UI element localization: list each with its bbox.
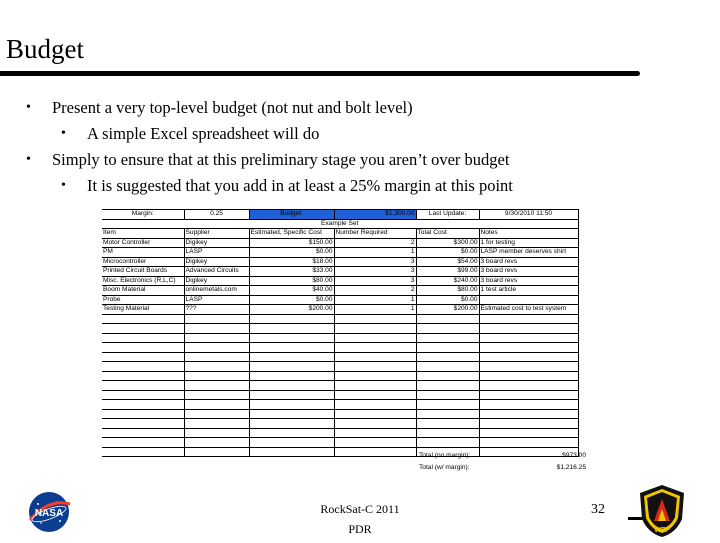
empty-cell xyxy=(184,390,249,400)
table-cell: $150.00 xyxy=(249,238,334,248)
bullet-dot-icon: • xyxy=(26,152,31,167)
empty-cell xyxy=(184,419,249,429)
empty-cell xyxy=(334,343,416,353)
empty-cell xyxy=(102,333,184,343)
empty-row xyxy=(102,371,578,381)
empty-cell xyxy=(249,438,334,448)
table-row xyxy=(102,276,578,286)
budget-value: $1,300.00 xyxy=(334,210,416,220)
empty-cell xyxy=(479,371,578,381)
bullet-dot-icon: • xyxy=(26,100,31,115)
empty-cell xyxy=(416,409,479,419)
table-row xyxy=(102,295,578,305)
sub-bullet-item xyxy=(61,124,320,144)
empty-cell xyxy=(416,400,479,410)
table-cell: 3 board revs xyxy=(479,267,578,277)
table-cell: 2 xyxy=(334,286,416,296)
empty-cell xyxy=(184,362,249,372)
title-underline xyxy=(0,71,640,76)
table-cell: $99.00 xyxy=(416,267,479,277)
empty-cell xyxy=(479,343,578,353)
empty-cell xyxy=(102,409,184,419)
empty-cell xyxy=(479,352,578,362)
footer-event: RockSat-C 2011 xyxy=(320,502,400,516)
empty-cell xyxy=(334,333,416,343)
column-header: Number Required xyxy=(334,229,416,239)
table-cell: Testing Material xyxy=(102,305,184,315)
empty-cell xyxy=(102,400,184,410)
empty-row xyxy=(102,438,578,448)
empty-cell xyxy=(184,447,249,457)
empty-cell xyxy=(479,314,578,324)
column-header: Total Cost xyxy=(416,229,479,239)
empty-cell xyxy=(184,428,249,438)
empty-cell xyxy=(249,333,334,343)
total-row xyxy=(418,463,587,473)
table-cell: 3 board revs xyxy=(479,257,578,267)
empty-cell xyxy=(334,362,416,372)
empty-cell xyxy=(334,400,416,410)
empty-cell xyxy=(416,362,479,372)
table-cell: 1 test article xyxy=(479,286,578,296)
total-with-margin-value: $1,216.25 xyxy=(556,464,586,471)
footer-review: PDR xyxy=(348,522,372,536)
empty-cell xyxy=(184,352,249,362)
empty-cell xyxy=(102,447,184,457)
empty-row xyxy=(102,419,578,429)
table-cell: $240.00 xyxy=(416,276,479,286)
empty-cell xyxy=(334,390,416,400)
table-cell: Probe xyxy=(102,295,184,305)
table-row xyxy=(102,257,578,267)
budget-spreadsheet xyxy=(102,209,579,457)
table-cell: $40.00 xyxy=(249,286,334,296)
column-header: Supplier xyxy=(184,229,249,239)
empty-cell xyxy=(102,352,184,362)
margin-value: 0.25 xyxy=(184,210,249,220)
empty-cell xyxy=(416,314,479,324)
empty-row xyxy=(102,362,578,372)
totals-table xyxy=(416,449,589,475)
table-cell: 1 xyxy=(334,248,416,258)
empty-cell xyxy=(416,381,479,391)
empty-cell xyxy=(334,447,416,457)
example-set-label: Example Set xyxy=(102,219,578,229)
table-cell: Boom Material xyxy=(102,286,184,296)
total-no-margin-label: Total (no margin): xyxy=(419,452,471,459)
table-cell: 3 xyxy=(334,267,416,277)
table-cell xyxy=(479,295,578,305)
empty-cell xyxy=(416,438,479,448)
sub-bullet-text: A simple Excel spreadsheet will do xyxy=(87,124,320,143)
bullet-dot-icon: • xyxy=(61,178,66,193)
empty-cell xyxy=(416,333,479,343)
empty-cell xyxy=(184,371,249,381)
table-cell: Estimated cost to test system xyxy=(479,305,578,315)
sub-bullet-text: It is suggested that you add in at least a 25% margin at this point xyxy=(87,176,513,195)
empty-cell xyxy=(334,409,416,419)
empty-cell xyxy=(249,314,334,324)
empty-cell xyxy=(416,324,479,334)
table-cell: $0.00 xyxy=(416,295,479,305)
column-header: Notes xyxy=(479,229,578,239)
empty-cell xyxy=(102,381,184,391)
table-cell: Digikey xyxy=(184,257,249,267)
empty-cell xyxy=(334,438,416,448)
total-no-margin-value: $973.00 xyxy=(562,452,586,459)
table-cell: $80.00 xyxy=(416,286,479,296)
bullet-dot-icon: • xyxy=(61,126,66,141)
empty-cell xyxy=(249,447,334,457)
empty-cell xyxy=(184,409,249,419)
table-cell: 3 xyxy=(334,276,416,286)
sheet-body xyxy=(102,238,578,457)
column-header: Estimated, Specific Cost xyxy=(249,229,334,239)
table-cell: $0.00 xyxy=(249,295,334,305)
empty-cell xyxy=(249,400,334,410)
total-with-margin-label: Total (w/ margin): xyxy=(419,464,470,471)
table-cell: $0.00 xyxy=(416,248,479,258)
empty-cell xyxy=(249,343,334,353)
empty-cell xyxy=(102,419,184,429)
table-cell: LASP xyxy=(184,248,249,258)
empty-cell xyxy=(479,381,578,391)
example-set-row xyxy=(102,219,578,229)
empty-row xyxy=(102,390,578,400)
table-cell: $200.00 xyxy=(249,305,334,315)
empty-cell xyxy=(102,343,184,353)
empty-cell xyxy=(102,362,184,372)
empty-cell xyxy=(249,371,334,381)
last-update-label: Last Update: xyxy=(416,210,479,220)
budget-label: Budget: xyxy=(249,210,334,220)
empty-row xyxy=(102,409,578,419)
table-cell: 1 xyxy=(334,295,416,305)
empty-cell xyxy=(334,324,416,334)
table-cell: 3 board revs xyxy=(479,276,578,286)
empty-row xyxy=(102,314,578,324)
empty-cell xyxy=(102,371,184,381)
empty-cell xyxy=(416,390,479,400)
empty-cell xyxy=(334,381,416,391)
empty-row xyxy=(102,324,578,334)
bullet-item xyxy=(26,98,413,118)
bullet-item xyxy=(26,150,510,170)
empty-cell xyxy=(479,324,578,334)
svg-text:NASA: NASA xyxy=(34,508,64,519)
empty-row xyxy=(102,333,578,343)
empty-cell xyxy=(184,314,249,324)
empty-cell xyxy=(102,390,184,400)
column-header-row xyxy=(102,229,578,239)
bullet-text: Simply to ensure that at this preliminary stage you aren’t over budget xyxy=(52,150,510,169)
empty-row xyxy=(102,343,578,353)
table-row xyxy=(102,267,578,277)
empty-cell xyxy=(249,381,334,391)
empty-row xyxy=(102,400,578,410)
sub-bullet-item xyxy=(61,176,513,196)
table-cell: PM xyxy=(102,248,184,258)
empty-cell xyxy=(479,400,578,410)
empty-cell xyxy=(416,428,479,438)
table-row xyxy=(102,305,578,315)
table-cell: $200.00 xyxy=(416,305,479,315)
empty-cell xyxy=(249,352,334,362)
empty-cell xyxy=(479,438,578,448)
empty-cell xyxy=(479,333,578,343)
empty-cell xyxy=(416,371,479,381)
empty-cell xyxy=(416,419,479,429)
table-cell: ??? xyxy=(184,305,249,315)
table-cell: $54.00 xyxy=(416,257,479,267)
table-cell: 1 xyxy=(334,305,416,315)
empty-cell xyxy=(249,362,334,372)
table-cell: $80.00 xyxy=(249,276,334,286)
empty-cell xyxy=(184,438,249,448)
wff-logo xyxy=(636,483,688,538)
empty-cell xyxy=(102,324,184,334)
bullet-text: Present a very top-level budget (not nut and bolt level) xyxy=(52,98,413,117)
empty-cell xyxy=(479,390,578,400)
table-cell: LASP xyxy=(184,295,249,305)
empty-cell xyxy=(479,409,578,419)
empty-cell xyxy=(334,371,416,381)
table-cell: $0.00 xyxy=(249,248,334,258)
empty-cell xyxy=(249,324,334,334)
empty-cell xyxy=(184,343,249,353)
page-number: 32 xyxy=(591,502,605,517)
empty-cell xyxy=(334,352,416,362)
empty-row xyxy=(102,352,578,362)
empty-cell xyxy=(184,324,249,334)
empty-row xyxy=(102,428,578,438)
empty-cell xyxy=(249,409,334,419)
table-cell: Microcontroller xyxy=(102,257,184,267)
table-row xyxy=(102,238,578,248)
table-cell: Motor Controller xyxy=(102,238,184,248)
table-cell: 1 for testing xyxy=(479,238,578,248)
empty-row xyxy=(102,381,578,391)
table-cell: Misc. Electronics (R,L,C) xyxy=(102,276,184,286)
empty-cell xyxy=(416,352,479,362)
table-cell: 3 xyxy=(334,257,416,267)
empty-cell xyxy=(184,333,249,343)
empty-cell xyxy=(102,438,184,448)
table-cell: $300.00 xyxy=(416,238,479,248)
table-cell: 2 xyxy=(334,238,416,248)
sheet-header-row xyxy=(102,210,578,220)
empty-cell xyxy=(479,362,578,372)
empty-cell xyxy=(184,381,249,391)
table-cell: onlinemetals.com xyxy=(184,286,249,296)
svg-text:WFF: WFF xyxy=(654,527,670,534)
empty-cell xyxy=(102,314,184,324)
column-header: Item xyxy=(102,229,184,239)
empty-cell xyxy=(334,314,416,324)
total-row xyxy=(418,451,587,461)
empty-cell xyxy=(334,419,416,429)
table-cell: $33.00 xyxy=(249,267,334,277)
slide-title: Budget xyxy=(6,34,84,64)
margin-label: Margin: xyxy=(102,210,184,220)
table-cell: Printed Circuit Boards xyxy=(102,267,184,277)
table-row xyxy=(102,248,578,258)
empty-cell xyxy=(334,428,416,438)
empty-cell xyxy=(249,428,334,438)
table-cell: $18.00 xyxy=(249,257,334,267)
empty-cell xyxy=(416,343,479,353)
table-cell: Digikey xyxy=(184,238,249,248)
empty-cell xyxy=(249,390,334,400)
empty-cell xyxy=(479,419,578,429)
last-update-value: 9/30/2010 11:50 xyxy=(479,210,578,220)
table-row xyxy=(102,286,578,296)
empty-cell xyxy=(102,428,184,438)
empty-cell xyxy=(479,428,578,438)
table-cell: Digikey xyxy=(184,276,249,286)
table-cell: Advanced Circuits xyxy=(184,267,249,277)
empty-cell xyxy=(249,419,334,429)
empty-cell xyxy=(184,400,249,410)
table-cell: LASP member deserves shirt xyxy=(479,248,578,258)
